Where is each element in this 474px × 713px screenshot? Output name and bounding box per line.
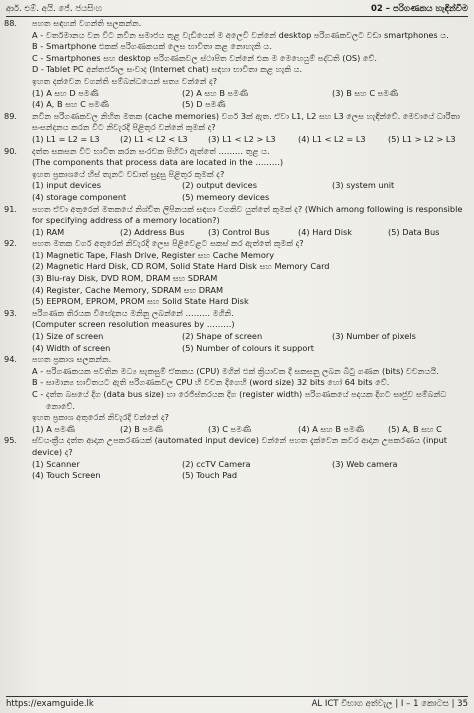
options <box>32 250 468 308</box>
question-89 <box>4 111 468 146</box>
option[interactable]: (1) L1 = L2 = L3 <box>32 133 100 144</box>
question-number: 93. <box>4 307 18 318</box>
options <box>32 227 468 239</box>
book-title-page: AL ICT විභාග අත්වැල | I – 1 කොටස | 35 <box>311 699 468 709</box>
question-text: ස්වයංක්‍රීය දත්ත ආදාන උපකරණයක් (automated input device) වන්නේ පහත දැක්වෙන කවර ආදාන උපකරණය (input device) ද? <box>32 435 448 457</box>
option[interactable]: (3) Blu-ray Disk, DVD ROM, DRAM සහ SDRAM <box>32 273 218 284</box>
options <box>32 180 468 203</box>
website-link[interactable]: https://examguide.lk <box>6 699 94 709</box>
statement: D - Tablet PC අන්තර්ජාල සංවාද (Internet chat) සඳහා භාවිතා කළ හැකි ය. <box>32 64 303 75</box>
option[interactable]: (5) D පමණි <box>182 99 226 110</box>
option[interactable]: (5) Data Bus <box>388 226 440 237</box>
page-footer <box>6 696 468 711</box>
option[interactable]: (5) EEPROM, EPROM, PROM සහ Solid State Hard Disk <box>32 296 249 307</box>
option[interactable]: (3) Number of pixels <box>332 331 416 342</box>
question-94 <box>4 354 468 435</box>
statement: A - පරිගණකයක පවතින මධ්‍ය සැකසුම් ඒකකය (CPU) මගින් එක් ක්‍රියාවක දී සකසනු ලබන බිටු ගණන (bits) වචනයයි. <box>32 365 439 376</box>
question-prompt: ඉහත දක්වෙන වගන්ති සම්බන්ධයෙන් සත්‍ය වන්නේ ද? <box>32 75 218 86</box>
question-text: පහත ප්‍රකාශ සලකන්න. <box>32 354 112 365</box>
chapter-title: 02 – පරිගණකය හැඳින්වීම <box>370 4 468 14</box>
option[interactable]: (3) B සහ C පමණි <box>332 87 399 98</box>
question-number: 90. <box>4 145 18 156</box>
options <box>32 424 468 436</box>
question-number: 89. <box>4 110 18 121</box>
option[interactable]: (2) Magnetic Hard Disk, CD ROM, Solid State Hard Disk සහ Memory Card <box>32 261 330 272</box>
option[interactable]: (2) output devices <box>182 180 257 191</box>
question-text: නවීන පරිගණකවල නිහිත මතක (cache memories) වර්ග 3ක් ඇත. ඒවා L1, L2 සහ L3 ලෙස හැඳින්වේ. මෙවායේ ධාරිතා සංසන්දනය කරන විට නිවැරදි පිළිතුර වන්නේ කුමක් ද? <box>32 110 460 133</box>
option[interactable]: (1) Size of screen <box>32 331 104 342</box>
option[interactable]: (3) C පමණි <box>208 423 252 434</box>
statement: B - සාමාන්‍ය භාවිතයට ඇති පරිගණකවල CPU හි වචන දිගෙහි (word size) 32 bits හෝ 64 bits වේ. <box>32 377 390 388</box>
option[interactable]: (4) storage component <box>32 191 127 202</box>
page-header <box>6 2 468 17</box>
option[interactable]: (5) A, B සහ C <box>388 423 442 434</box>
option[interactable]: (1) A සහ D පමණි <box>32 87 99 98</box>
question-prompt: ඉහත ප්‍රකාශයේ හිස් තැනට වඩාත් සුදුසු පිළිතුර කුමක් ද? <box>32 168 225 179</box>
statement: A - වර්තමානය වන විට නවීන සමාජය තුළ වැඩියෙන් ම අලෙවි වන්නේ desktop පරිගණකවලට වඩා smartphones ය. <box>32 29 449 40</box>
option[interactable]: (4) Hard Disk <box>298 226 352 237</box>
question-text-english: (The components that process data are located in the ………) <box>32 157 284 168</box>
option[interactable]: (1) A පමණි <box>32 423 76 434</box>
option[interactable]: (4) A සහ B පමණි <box>298 423 365 434</box>
option[interactable]: (2) Address Bus <box>120 226 185 237</box>
option[interactable]: (1) Scanner <box>32 458 80 469</box>
question-91 <box>4 204 468 239</box>
options <box>32 331 468 354</box>
question-number: 92. <box>4 238 18 249</box>
option[interactable]: (2) A සහ B පමණි <box>182 87 249 98</box>
question-text: දත්ත සකසන විට භාවිත කරන සංරචක පිහිටා ඇත්තේ ……… තුළ ය. <box>32 145 270 156</box>
statement: B - Smartphone එකක් පරිගණකයක් ලෙස භාවිතා කළ නොහැකි ය. <box>32 41 272 52</box>
question-number: 95. <box>4 435 18 446</box>
option[interactable]: (2) L1 < L2 < L3 <box>120 133 188 144</box>
question-text: පහත මතක වර්ග අතුරෙන් නිවැරදි ලෙස පිළිවෙළට සකස් කර ඇත්තේ කුමක් ද? <box>32 238 304 249</box>
options <box>32 88 468 111</box>
option[interactable]: (2) ccTV Camera <box>182 458 251 469</box>
question-text: පහත සඳහන් වගන්ති සලකන්න. <box>32 18 142 28</box>
option[interactable]: (4) Touch Screen <box>32 470 101 481</box>
option[interactable]: (1) input devices <box>32 180 102 191</box>
statement: C - Smartphones සහ desktop පරිගණකවල ස්ථාපිත වන්නේ එක ම මෙහෙයුම් පද්ධති (OS) වේ. <box>32 52 377 63</box>
question-text: පහත ඒවා අතුරෙන් මතකයේ නිශ්චිත ලිපිනයක් සඳහා වගකිව යුත්තේ කුමක් ද? (Which among following is responsible for specifying address of a memory location?) <box>32 203 463 226</box>
option[interactable]: (4) L1 < L2 = L3 <box>298 133 366 144</box>
options <box>32 459 468 482</box>
option[interactable]: (1) RAM <box>32 226 65 237</box>
option[interactable]: (4) Register, Cache Memory, SDRAM සහ DRAM <box>32 284 224 295</box>
question-88 <box>4 18 468 111</box>
option[interactable]: (5) Touch Pad <box>182 470 238 481</box>
question-90 <box>4 146 468 204</box>
statement: C - දත්ත බසයේ දිග (data bus size) හා රෙජිස්තරයක දිග (register width) පරිගණකයේ පදයක දිගට සෘජුව සම්බන්ධ නොවේ. <box>32 389 447 411</box>
question-92 <box>4 238 468 308</box>
question-text: පරිගණක තිරයක විභේදනය මනිනු ලබන්නේ ……… මගිනි. <box>32 307 234 318</box>
options <box>32 134 468 146</box>
option[interactable]: (5) Number of colours it support <box>182 342 314 353</box>
option[interactable]: (4) Width of screen <box>32 342 111 353</box>
option[interactable]: (3) Web camera <box>332 458 398 469</box>
question-95 <box>4 435 468 481</box>
option[interactable]: (4) A, B සහ C පමණි <box>32 99 110 110</box>
questions-area <box>4 18 468 482</box>
option[interactable]: (5) memeory devices <box>182 191 270 202</box>
question-prompt: ඉහත ප්‍රකාශ අතුරෙන් නිවැරදි වන්නේ ද? <box>32 412 169 423</box>
question-text-english: (Computer screen resolution measures by ………) <box>32 319 235 330</box>
question-number: 94. <box>4 354 18 365</box>
question-number: 88. <box>4 18 18 28</box>
author-name: ආර්. එම්. අයි. ජේ. ජයසිංහ <box>6 4 103 14</box>
option[interactable]: (3) L1 < L2 > L3 <box>208 133 276 144</box>
option[interactable]: (1) Magnetic Tape, Flash Drive, Register සහ Cache Memory <box>32 249 275 260</box>
option[interactable]: (2) B පමණි <box>120 423 164 434</box>
option[interactable]: (2) Shape of screen <box>182 331 263 342</box>
option[interactable]: (3) system unit <box>332 180 395 191</box>
question-93 <box>4 308 468 354</box>
question-number: 91. <box>4 203 18 214</box>
option[interactable]: (5) L1 > L2 > L3 <box>388 133 456 144</box>
option[interactable]: (3) Control Bus <box>208 226 270 237</box>
